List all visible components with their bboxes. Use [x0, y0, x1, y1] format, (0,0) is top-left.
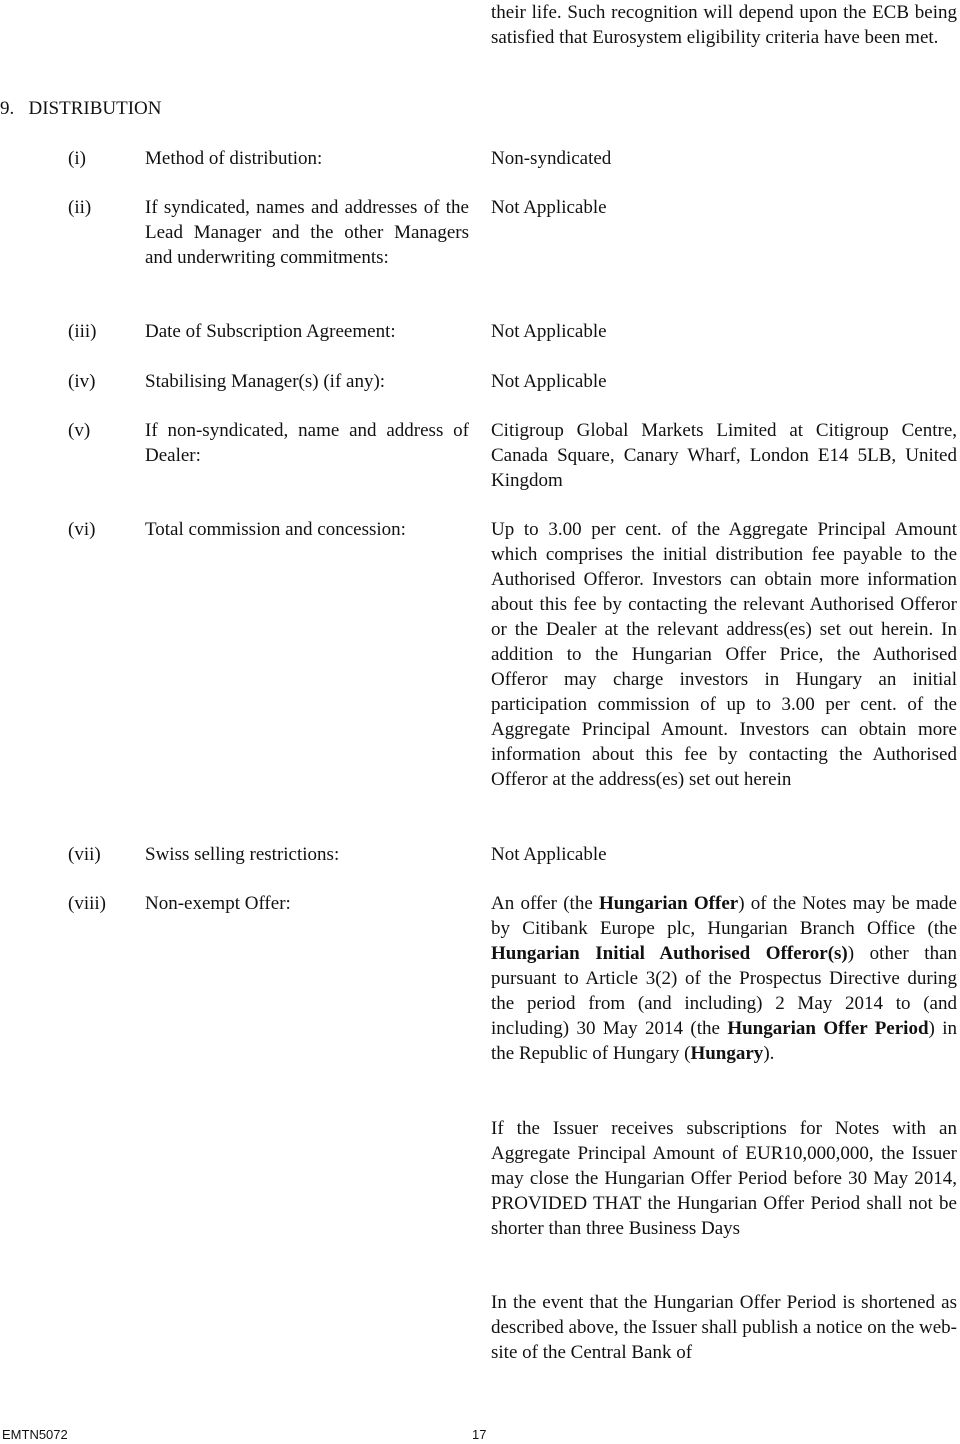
defined-term: Hungary [690, 1043, 764, 1064]
item-label: Date of Subscription Agreement: [145, 321, 396, 342]
item-number: (iv) [68, 371, 96, 392]
item-label: Stabilising Manager(s) (if any): [145, 371, 386, 392]
item-value: Not Applicable [491, 197, 607, 218]
item-value: Up to 3.00 per cent. of the Aggregate Principal Amount which comprises the initial distribution fee payable to the Authorised Offeror. Investors can obtain more information about this fee by contacting the relevant Authorised Offeror or the Dealer at the relevant address(es) set out herein. In addition to the Hungarian Offer Price, the Authorised Offeror may charge investors in Hungary an initial participation commission of up to 3.00 per cent. of the Aggregate Principal Amount. Investors can obtain more information about this fee by contacting the Authorised Offeror at the address(es) set out herein [491, 519, 957, 790]
section-number: 9. [0, 98, 15, 119]
item-label: Non-exempt Offer: [145, 893, 291, 914]
item-number: (iii) [68, 321, 97, 342]
defined-term: Hungarian Initial Authorised Offeror(s) [491, 943, 848, 964]
item-label: If syndicated, names and addresses of the Lead Manager and the other Managers and underwriting commitments: [145, 197, 469, 268]
item-label: Swiss selling restrictions: [145, 844, 340, 865]
offer-close-paragraph: If the Issuer receives subscriptions for Notes with an Aggregate Principal Amount of EUR10,000,000, the Issuer may close the Hungarian Offer Period before 30 May 2014, PROVIDED THAT the Hungarian Offer Period shall not be shorter than three Business Days [491, 1118, 957, 1239]
offer-shortened-paragraph: In the event that the Hungarian Offer Period is shortened as described above, the Issuer shall publish a notice on the web-site of the Central Bank of [491, 1292, 957, 1363]
item-value: Not Applicable [491, 321, 607, 342]
section-heading [0, 96, 400, 121]
item-label: Total commission and concession: [145, 519, 406, 540]
item-value: Not Applicable [491, 844, 607, 865]
defined-term: Hungarian Offer Period [727, 1018, 929, 1039]
continued-paragraph: their life. Such recognition will depend upon the ECB being satisfied that Eurosystem eligibility criteria have been met. [491, 2, 957, 48]
hungarian-offer-paragraph: An offer (the Hungarian Offer) of the Notes may be made by Citibank Europe plc, Hungarian Branch Office (the Hungarian Initial Authorised Offeror(s)) other than pursuant to Article 3(2) of the Prospectus Directive during the period from (and including) 2 May 2014 to (and including) 30 May 2014 (the Hungarian Offer Period) in the Republic of Hungary (Hungary). [491, 893, 958, 1064]
item-number: (v) [68, 420, 91, 441]
item-value: Not Applicable [491, 371, 607, 392]
defined-term: Hungarian Offer [598, 893, 739, 914]
item-value: Non-syndicated [491, 148, 612, 169]
item-value: Citigroup Global Markets Limited at Citigroup Centre, Canada Square, Canary Wharf, London E14 5LB, United Kingdom [491, 420, 957, 491]
document-code: EMTN5072 [2, 1427, 68, 1442]
item-number: (ii) [68, 197, 92, 218]
item-label: Method of distribution: [145, 148, 323, 169]
page-number: 17 [472, 1427, 487, 1442]
item-number: (vi) [68, 519, 96, 540]
item-number: (vii) [68, 844, 101, 865]
item-number: (i) [68, 148, 86, 169]
item-label: If non-syndicated, name and address of Dealer: [145, 420, 469, 466]
section-title: DISTRIBUTION [28, 98, 162, 119]
item-number: (viii) [68, 893, 106, 914]
